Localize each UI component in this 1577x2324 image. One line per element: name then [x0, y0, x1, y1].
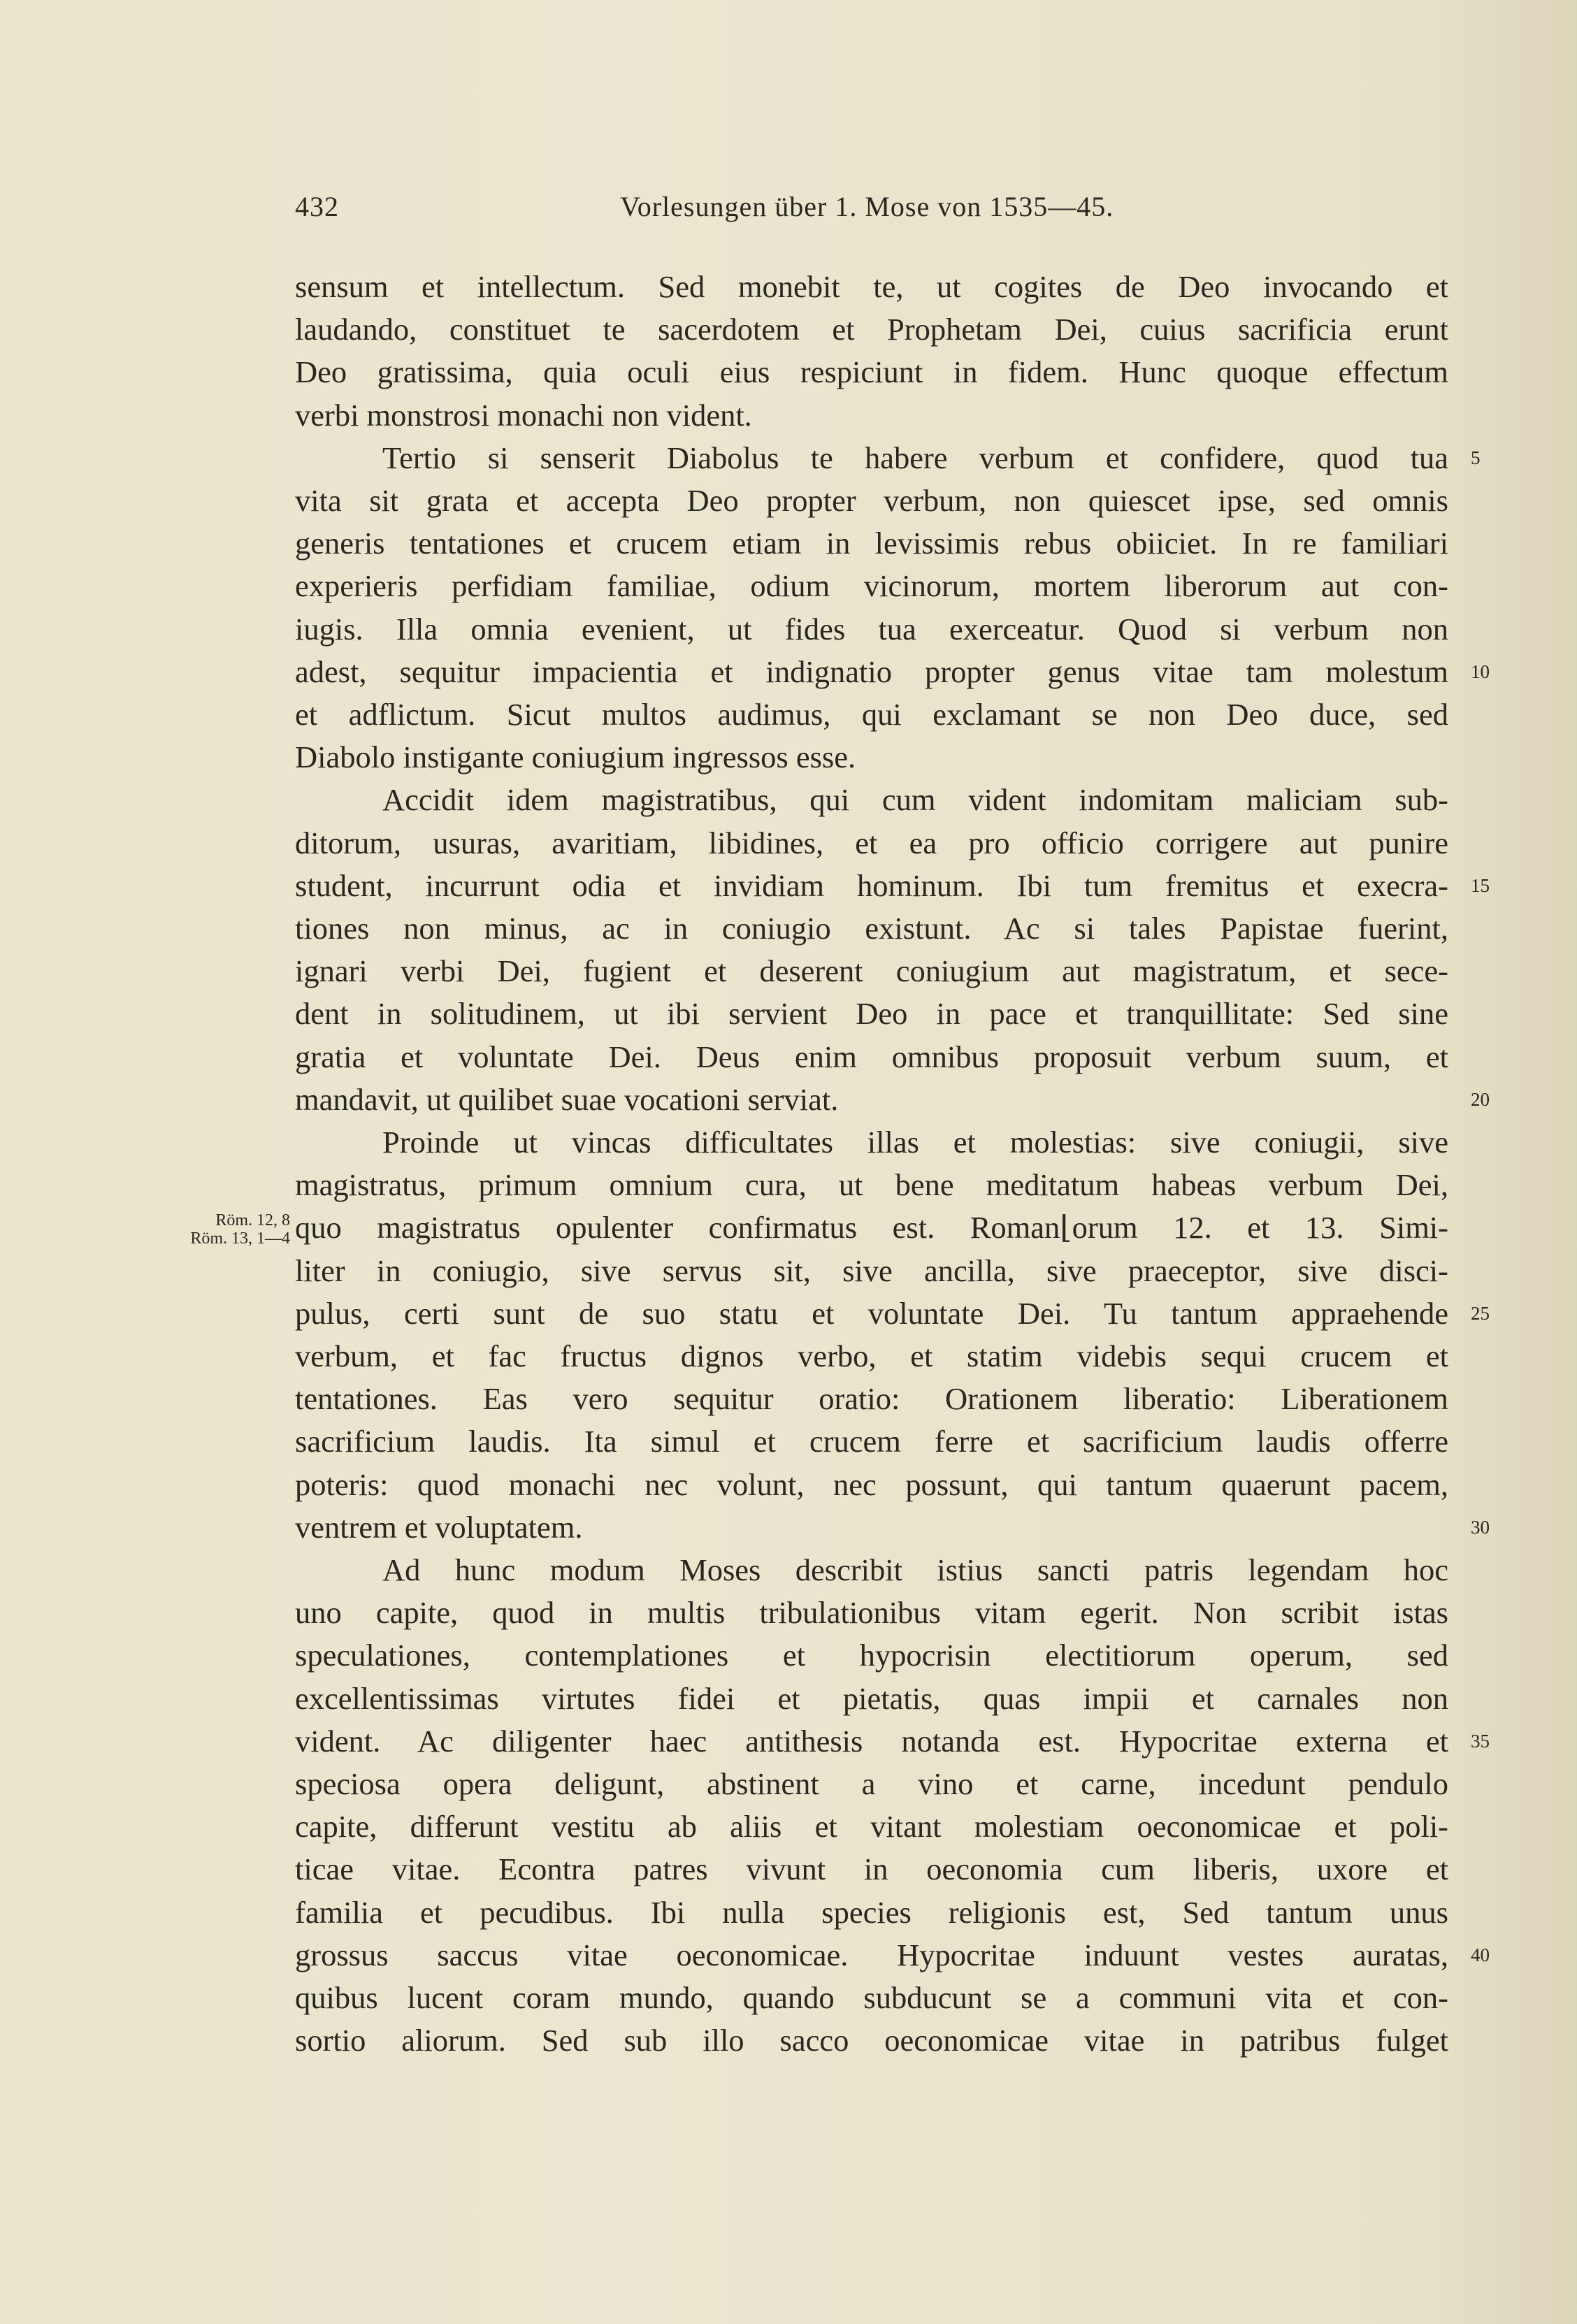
line-number: 5 [1471, 447, 1481, 468]
text-line: quibus lucent coram mundo, quando subducunt se a communi vita et con- [295, 1980, 1448, 2015]
text-line: Tertio si senserit Diabolus te habere verbum et confidere, quod tua [382, 440, 1448, 475]
text-line: quo magistratus opulenter confirmatus est. Roman⌊orum 12. et 13. Simi- [295, 1210, 1448, 1246]
text-line: mandavit, ut quilibet suae vocationi serviat. [295, 1081, 839, 1117]
text-line: ignari verbi Dei, fugient et deserent coniugium aut magistratum, et sece- [295, 953, 1448, 989]
text-line: poteris: quod monachi nec volunt, nec possunt, qui tantum quaerunt pacem, [295, 1466, 1448, 1502]
text-line: sortio aliorum. Sed sub illo sacco oeconomicae vitae in patribus fulget [295, 2023, 1448, 2058]
text-line: iugis. Illa omnia evenient, ut fides tua exerceatur. Quod si verbum non [295, 611, 1448, 647]
line-number: 25 [1471, 1302, 1490, 1324]
text-line: ditorum, usuras, avaritiam, libidines, et ea pro officio corrigere aut punire [295, 825, 1448, 860]
line-number: 15 [1471, 874, 1490, 896]
text-line: excellentissimas virtutes fidei et pietatis, quas impii et carnales non [295, 1680, 1448, 1716]
text-line: sensum et intellectum. Sed monebit te, ut cogites de Deo invocando et [295, 269, 1448, 304]
text-line: Ad hunc modum Moses describit istius sancti patris legendam hoc [382, 1552, 1448, 1587]
text-line: magistratus, primum omnium cura, ut bene meditatum habeas verbum Dei, [295, 1167, 1448, 1203]
text-line: capite, differunt vestitu ab aliis et vitant molestiam oeconomicae et poli- [295, 1809, 1448, 1845]
running-title: Vorlesungen über 1. Mose von 1535—45. [620, 191, 1114, 222]
text-line: adest, sequitur impacientia et indignatio propter genus vitae tam molestum [295, 654, 1448, 689]
text-line: familia et pecudibus. Ibi nulla species religionis est, Sed tantum unus [295, 1894, 1448, 1930]
text-line: vident. Ac diligenter haec antithesis notanda est. Hypocritae externa et [295, 1723, 1448, 1759]
text-line: Accidit idem magistratibus, qui cum vident indomitam maliciam sub- [382, 782, 1448, 818]
text-line: dent in solitudinem, ut ibi servient Deo in pace et tranquillitate: Sed sine [295, 996, 1448, 1032]
text-line: verbum, et fac fructus dignos verbo, et statim videbis sequi crucem et [295, 1338, 1448, 1373]
text-line: tiones non minus, ac in coniugio existunt. Ac si tales Papistae fuerint, [295, 911, 1448, 946]
text-line: experieris perfidiam familiae, odium vicinorum, mortem liberorum aut con- [295, 568, 1448, 604]
text-line: Proinde ut vincas difficultates illas et molestias: sive coniugii, sive [382, 1125, 1448, 1160]
text-line: verbi monstrosi monachi non vident. [295, 397, 752, 433]
text-line: vita sit grata et accepta Deo propter verbum, non quiescet ipse, sed omnis [295, 483, 1448, 518]
text-line: uno capite, quod in multis tribulationibus vitam egerit. Non scribit istas [295, 1595, 1448, 1631]
text-line: gratia et voluntate Dei. Deus enim omnibus proposuit verbum suum, et [295, 1039, 1448, 1074]
text-line: ventrem et voluptatem. [295, 1509, 583, 1545]
running-head [295, 190, 1448, 232]
text-line: laudando, constituet te sacerdotem et Prophetam Dei, cuius sacrificia erunt [295, 312, 1448, 347]
text-line: student, incurrunt odia et invidiam hominum. Ibi tum fremitus et execra- [295, 867, 1448, 903]
line-number: 20 [1471, 1088, 1490, 1110]
text-line: tentationes. Eas vero sequitur oratio: Orationem liberatio: Liberationem [295, 1381, 1448, 1417]
line-number: 40 [1471, 1944, 1490, 1965]
text-line: speciosa opera deligunt, abstinent a vino et carne, incedunt pendulo [295, 1766, 1448, 1801]
text-line: Diabolo instigante coniugium ingressos esse. [295, 739, 856, 775]
text-line: pulus, certi sunt de suo statu et voluntate Dei. Tu tantum appraehende [295, 1295, 1448, 1331]
margin-note-reference: Röm. 13, 1—4 [190, 1229, 290, 1248]
text-line: Deo gratissima, quia oculi eius respiciunt in fidem. Hunc quoque effectum [295, 354, 1448, 390]
margin-note-reference: Röm. 12, 8 [215, 1211, 290, 1230]
line-number: 35 [1471, 1730, 1490, 1752]
text-line: grossus saccus vitae oeconomicae. Hypocritae induunt vestes auratas, [295, 1937, 1448, 1972]
text-line: generis tentationes et crucem etiam in levissimis rebus obiiciet. In re familiari [295, 526, 1448, 561]
text-line: liter in coniugio, sive servus sit, sive ancilla, sive praeceptor, sive disci- [295, 1253, 1448, 1288]
text-line: sacrificium laudis. Ita simul et crucem ferre et sacrificium laudis offerre [295, 1424, 1448, 1459]
text-line: ticae vitae. Econtra patres vivunt in oeconomia cum liberis, uxore et [295, 1852, 1448, 1887]
line-number: 30 [1471, 1516, 1490, 1538]
text-line: speculationes, contemplationes et hypocrisin electitiorum operum, sed [295, 1638, 1448, 1673]
page-number: 432 [295, 191, 339, 222]
text-line: et adflictum. Sicut multos audimus, qui exclamant se non Deo duce, sed [295, 697, 1448, 732]
line-number: 10 [1471, 661, 1490, 682]
